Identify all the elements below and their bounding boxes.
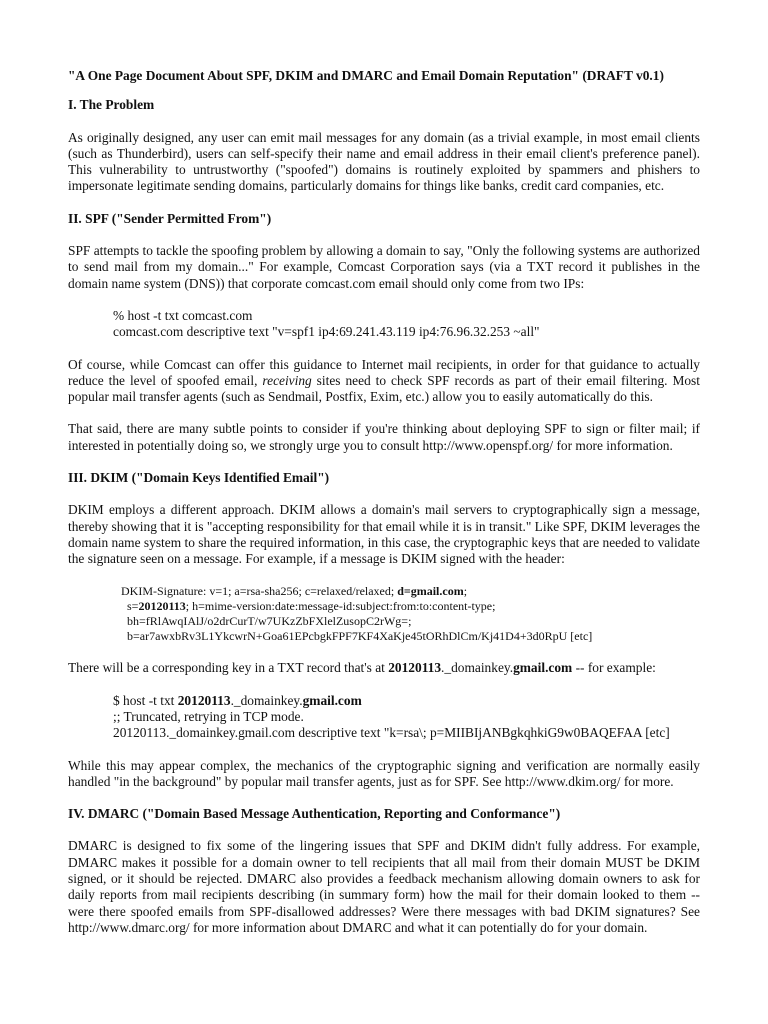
- dkim-paragraph-2-text: There will be a corresponding key in a TXT record that's at: [68, 660, 389, 676]
- dkim-signature-selector: 20120113: [138, 598, 186, 613]
- dkim-code-line-1-selector: 20120113: [177, 692, 231, 708]
- dkim-paragraph-2-selector: 20120113: [388, 660, 442, 676]
- dkim-paragraph-2-domainkey: ._domainkey.: [441, 660, 514, 676]
- spf-code-line-2: comcast.com descriptive text "v=spf1 ip4:69.241.43.119 ip4:76.96.32.253 ~all": [113, 324, 540, 340]
- dkim-signature-line-1-text: DKIM-Signature: v=1; a=rsa-sha256; c=relaxed/relaxed;: [121, 583, 398, 598]
- dkim-signature-line-1-end: ;: [463, 583, 468, 598]
- dkim-paragraph-2-domain: gmail.com: [513, 660, 573, 676]
- problem-paragraph: As originally designed, any user can emit mail messages for any domain (as a trivial example, in most email clients (such as Thunderbird), users can self-specify their name and email address in their email client's preference panel). This vulnerability to untrustworthy ("spoofed") domains is routinely exploited by spammers and phishers to impersonate legitimate sending domains, particularly domains for things like banks, credit card companies, etc.: [68, 129, 700, 194]
- spf-code-line-1: % host -t txt comcast.com: [113, 307, 253, 323]
- section-heading-dmarc: IV. DMARC ("Domain Based Message Authentication, Reporting and Conformance"): [68, 806, 561, 822]
- dkim-signature-line-1: [121, 584, 700, 599]
- spf-paragraph-1: SPF attempts to tackle the spoofing problem by allowing a domain to say, "Only the following systems are authorized to send mail from my domain..." For example, Comcast Corporation says (via a TXT record it publishes in the domain name system (DNS)) that corporate comcast.com email should only come from two IPs:: [68, 243, 700, 291]
- spf-paragraph-2-before: Of course, while Comcast can offer this guidance to Internet mail recipients, in order for that guidance to actually reduce the level of spoofed email,: [68, 356, 700, 388]
- dkim-code-line-3: 20120113._domainkey.gmail.com descriptive text "k=rsa\; p=MIIBIjANBgkqhkiG9w0BAQEFAA [etc]: [113, 725, 670, 741]
- dkim-paragraph-2: [68, 660, 700, 676]
- dmarc-paragraph: DMARC is designed to fix some of the lingering issues that SPF and DKIM didn't fully address. For example, DMARC makes it possible for a domain owner to tell recipients that all mail from their domain MUST be DKIM signed, or it should be rejected. DMARC also provides a feedback mechanism allowing domain owners to ask for daily reports from mail recipients describing (in summary form) how the mail for their domain looked to them -- were there spoofed emails from SPF-disallowed addresses? Were there messages with bad DKIM signatures? See http://www.dmarc.org/ for more information about DMARC and what it can potentially do for your domain.: [68, 838, 700, 935]
- section-heading-dkim: III. DKIM ("Domain Keys Identified Email"): [68, 470, 330, 486]
- dkim-signature-line-3: bh=fRlAwqIAlJ/o2drCurT/w7UKzZbFXlelZusopC2rWg=;: [127, 613, 412, 628]
- dkim-paragraph-1: DKIM employs a different approach. DKIM allows a domain's mail servers to cryptographically sign a message, thereby showing that it is "accepting responsibility for that email while it is in transit." Like SPF, DKIM leverages the domain name system to share the required information, in this case, the cryptographic keys that are needed to validate the signature seen on a message. For example, if a message is DKIM signed with the header:: [68, 502, 700, 567]
- dkim-code-line-1-command: $ host -t txt: [113, 692, 178, 708]
- dkim-code-example: [113, 693, 700, 742]
- document-title: "A One Page Document About SPF, DKIM and DMARC and Email Domain Reputation" (DRAFT v0.1): [68, 68, 664, 83]
- dkim-paragraph-3: While this may appear complex, the mechanics of the cryptographic signing and verification are normally easily handled "in the background" by popular mail transfer agents, just as for SPF. See http://www.dkim.org/ for more.: [68, 757, 700, 789]
- spf-paragraph-2-emphasis: receiving: [262, 372, 312, 388]
- dkim-code-line-1: [113, 693, 700, 709]
- dkim-code-line-1-domain: gmail.com: [302, 692, 362, 708]
- dkim-signature-line-2-text: ; h=mime-version:date:message-id:subject:from:to:content-type;: [185, 598, 496, 613]
- spf-paragraph-2-after: sites need to check SPF records as part of their email filtering. Most popular mail transfer agents (such as Sendmail, Postfix, Exim, etc.) allow you to easily automatically do this.: [68, 372, 700, 405]
- spf-paragraph-2: [68, 357, 700, 406]
- dkim-signature-line-4: b=ar7awxbRv3L1YkcwrN+Goa61EPcbgkFPF7KF4XaKje45tORhDlCm/Kj41D4+3d0RpU [etc]: [127, 629, 593, 644]
- section-heading-spf: II. SPF ("Sender Permitted From"): [68, 210, 272, 226]
- section-heading-problem: I. The Problem: [68, 97, 155, 113]
- dkim-code-line-1-domainkey: ._domainkey.: [230, 692, 303, 708]
- spf-paragraph-3: That said, there are many subtle points to consider if you're thinking about deploying SPF to sign or filter mail; if interested in potentially doing so, we strongly urge you to consult http://www.openspf.org/ for more information.: [68, 421, 700, 453]
- dkim-signature-line-2-prefix: s=: [127, 598, 139, 613]
- dkim-signature-example: [121, 584, 700, 645]
- dkim-signature-domain: d=gmail.com: [397, 583, 464, 598]
- dkim-signature-line-2: [121, 599, 700, 614]
- document-page: [68, 68, 700, 952]
- spf-code-example: [113, 308, 700, 341]
- dkim-paragraph-2-end: -- for example:: [572, 660, 656, 676]
- dkim-code-line-2: ;; Truncated, retrying in TCP mode.: [113, 708, 304, 724]
